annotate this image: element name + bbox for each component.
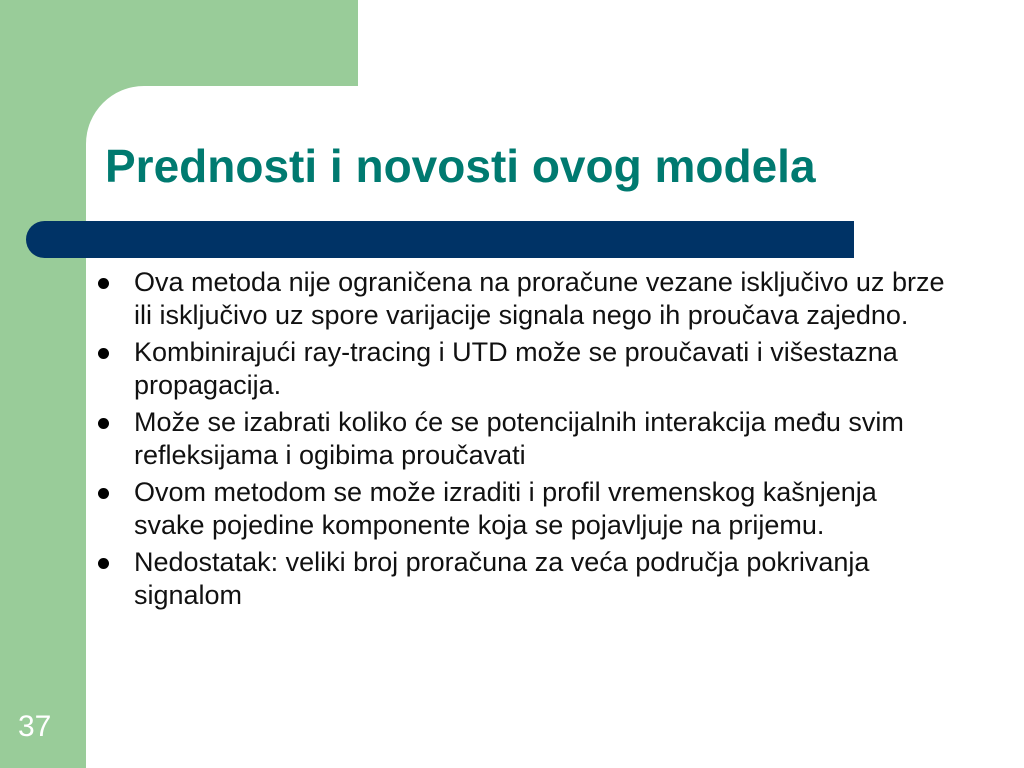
bullet-item bbox=[96, 266, 946, 332]
bullet-text: Može se izabrati koliko će se potencijalnih interakcija među svim refleksijama i ogibima proučavati bbox=[134, 407, 904, 470]
bullet-dot-icon bbox=[98, 488, 109, 499]
bullet-dot-icon bbox=[98, 418, 109, 429]
title-divider-bar bbox=[26, 221, 854, 258]
bullet-text: Kombinirajući ray-tracing i UTD može se proučavati i višestazna propagacija. bbox=[134, 337, 898, 400]
bullet-text: Nedostatak: veliki broj proračuna za veća područja pokrivanja signalom bbox=[134, 547, 870, 610]
bullet-item bbox=[96, 476, 946, 542]
bullet-text: Ova metoda nije ograničena na proračune vezane isključivo uz brze ili isključivo uz spore varijacije signala nego ih proučava zajedno. bbox=[134, 267, 945, 330]
bullet-item bbox=[96, 546, 946, 612]
slide-background-top bbox=[358, 0, 1024, 86]
bullet-list bbox=[96, 266, 946, 616]
slide-title: Prednosti i novosti ovog modela bbox=[105, 140, 816, 192]
bullet-item bbox=[96, 406, 946, 472]
bullet-dot-icon bbox=[98, 278, 109, 289]
bullet-text: Ovom metodom se može izraditi i profil vremenskog kašnjenja svake pojedine komponente koja se pojavljuje na prijemu. bbox=[134, 477, 877, 540]
bullet-dot-icon bbox=[98, 558, 109, 569]
bullet-item bbox=[96, 336, 946, 402]
bullet-dot-icon bbox=[98, 348, 109, 359]
page-number: 37 bbox=[18, 710, 52, 743]
